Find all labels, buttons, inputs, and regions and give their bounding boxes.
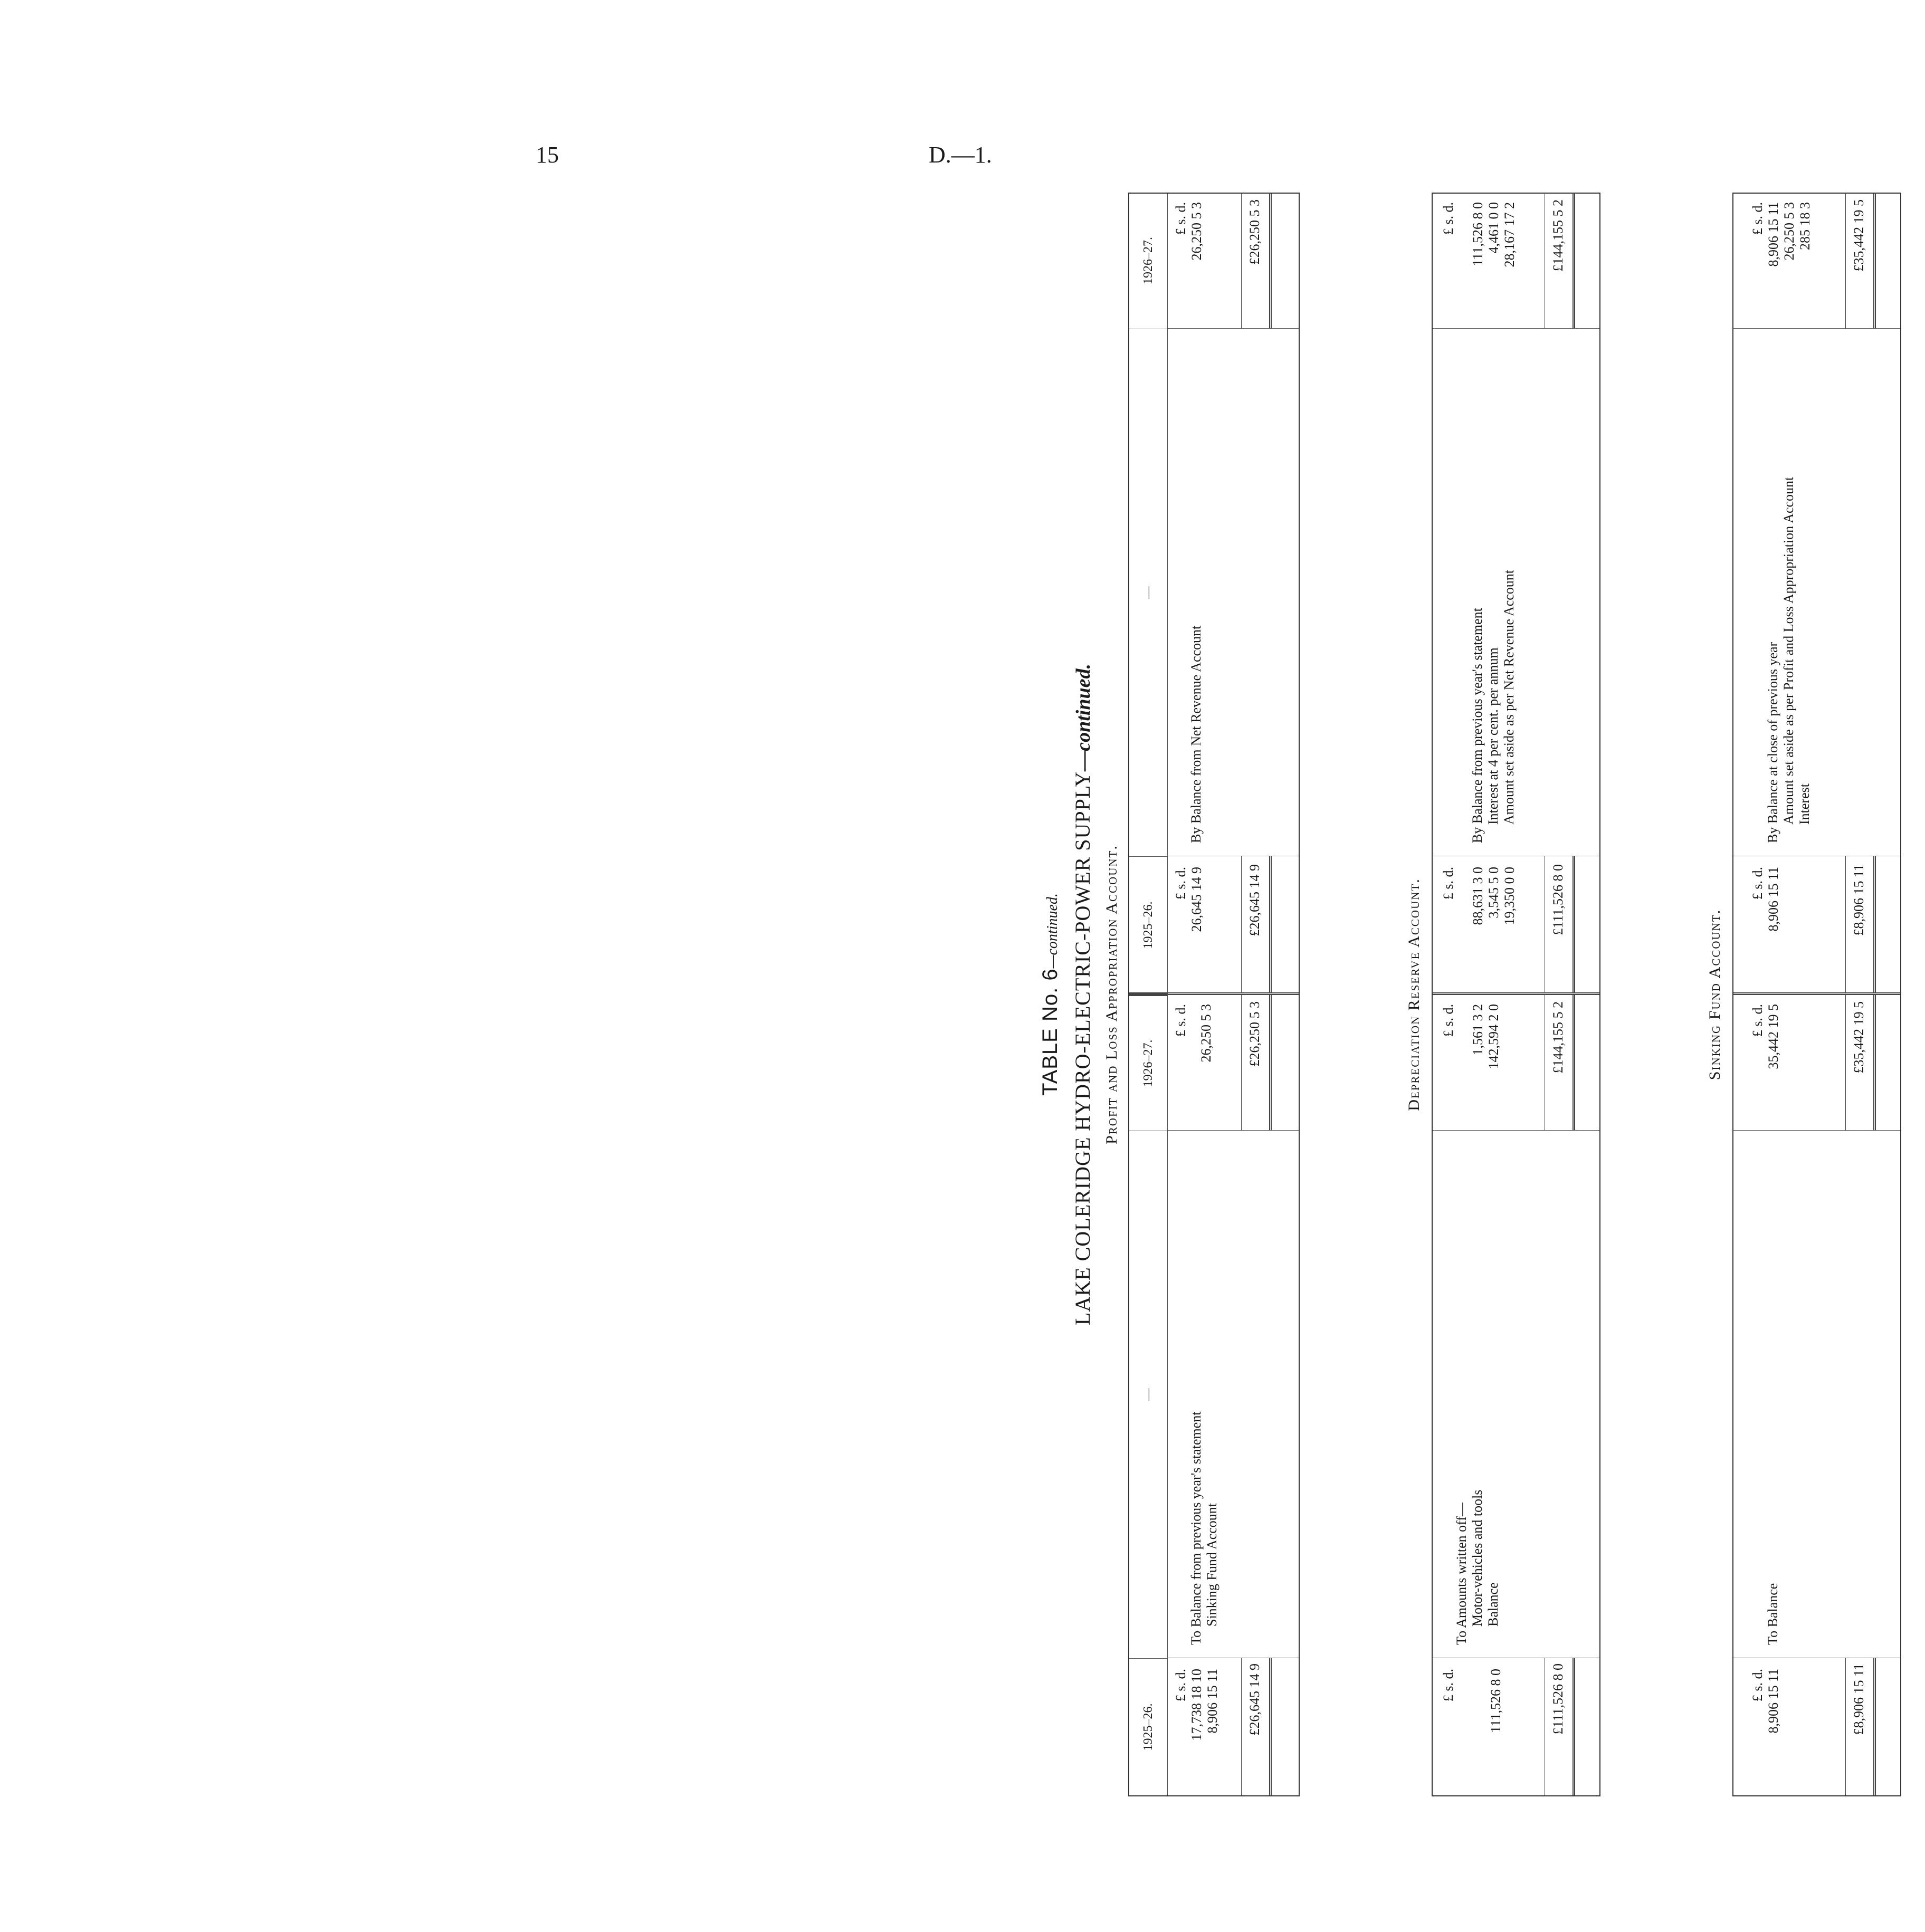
lsd-header: £ s. d.: [1173, 202, 1188, 235]
lsd-header: £ s. d.: [1750, 202, 1765, 235]
pl-debit-y2-line1: 26,250 5 3: [1198, 1004, 1214, 1063]
pl-debit-y1-line2: 8,906 15 11: [1205, 1669, 1220, 1734]
lsd-header: £ s. d.: [1441, 202, 1456, 235]
lsd-header: £ s. d.: [1173, 1669, 1188, 1702]
dep-credit-total-y1: £111,526 8 0: [1550, 864, 1566, 935]
dep-debit-line1: To Amounts written off—: [1454, 1503, 1469, 1645]
lsd-header: £ s. d.: [1173, 1004, 1188, 1037]
sf-credit-line2: Amount set aside as per Profit and Loss Appropriation Account: [1781, 476, 1796, 825]
dep-debit-total-y2: £144,155 5 2: [1550, 1001, 1566, 1074]
pl-debit-y1-line1: 17,738 18 10: [1189, 1669, 1204, 1741]
header-year-1926-27: 1926–27.: [1141, 237, 1155, 284]
dep-debit-line3: Balance: [1485, 1582, 1501, 1627]
table-label: TABLE No. 6: [1038, 968, 1062, 1096]
supply-heading: [1070, 193, 1095, 1796]
lsd-header: £ s. d.: [1441, 1669, 1456, 1702]
pl-credit-total-y2: £26,250 5 3: [1247, 199, 1262, 265]
sf-debit-y1-line1: 8,906 15 11: [1766, 1669, 1781, 1734]
header-year-1925-26: 1925–26.: [1129, 856, 1167, 993]
header-dash: —: [1129, 329, 1167, 856]
profit-loss-table: [1128, 193, 1300, 1796]
header-dash: —: [1129, 1131, 1167, 1658]
sf-credit-y2-line3: 285 18 3: [1797, 202, 1813, 250]
sf-credit-y2-line1: 8,906 15 11: [1766, 202, 1781, 267]
pl-debit-line1: To Balance from previous year's statement: [1188, 1411, 1204, 1645]
dep-credit-y1-line3: 19,350 0 0: [1502, 867, 1517, 925]
pl-debit-line2: Sinking Fund Account: [1204, 1503, 1219, 1627]
dep-credit-y2-line3: 28,167 17 2: [1502, 202, 1517, 267]
dep-credit-y1-line2: 3,545 5 0: [1486, 867, 1501, 919]
dep-credit-y2-line2: 4,461 0 0: [1486, 202, 1501, 254]
sf-credit-line1: By Balance at close of previous year: [1765, 642, 1780, 843]
depreciation-table: [1432, 193, 1600, 1796]
table-continued: —continued.: [1044, 893, 1061, 969]
profit-loss-title: Profit and Loss Appropriation Account.: [1103, 845, 1120, 1144]
sinking-fund-table: [1732, 193, 1901, 1796]
supply-title: LAKE COLERIDGE HYDRO-ELECTRIC-POWER SUPPLY: [1071, 771, 1094, 1325]
lsd-header: £ s. d.: [1173, 867, 1188, 900]
pl-credit-line1: By Balance from Net Revenue Account: [1188, 625, 1204, 843]
sf-credit-y2-line2: 26,250 5 3: [1781, 202, 1797, 261]
series-reference: D.—1.: [929, 142, 992, 168]
sf-credit-total-y2: £35,442 19 5: [1851, 199, 1866, 272]
sf-debit-line1: To Balance: [1765, 1583, 1780, 1645]
sinking-fund-title: Sinking Fund Account.: [1706, 908, 1723, 1080]
dep-credit-line1: By Balance from previous year's statement: [1470, 608, 1485, 843]
dep-debit-total-y1: £111,526 8 0: [1550, 1663, 1566, 1735]
lsd-header: £ s. d.: [1750, 1004, 1765, 1037]
dep-credit-total-y2: £144,155 5 2: [1550, 199, 1566, 272]
sf-credit-y1-line1: 8,906 15 11: [1766, 867, 1781, 932]
dep-debit-line2: Motor-vehicles and tools: [1470, 1489, 1485, 1627]
sf-debit-total-y2: £35,442 19 5: [1851, 1001, 1866, 1074]
lsd-header: £ s. d.: [1441, 1004, 1456, 1037]
pl-debit-total-y2: £26,250 5 3: [1247, 1001, 1262, 1067]
dep-debit-y2-line3: 142,594 2 0: [1486, 1004, 1501, 1069]
dep-credit-y1-line1: 88,631 3 0: [1470, 867, 1485, 925]
pl-credit-y1-line1: 26,645 14 9: [1189, 867, 1204, 932]
pl-credit-total-y1: £26,645 14 9: [1247, 864, 1262, 936]
rotated-table-sheet: [1038, 193, 1925, 1796]
header-year-1926-27: 1926–27.: [1129, 993, 1167, 1131]
supply-continued: —continued.: [1072, 664, 1094, 771]
dep-credit-line3: Amount set aside as per Net Revenue Account: [1501, 569, 1517, 825]
dep-debit-y2-line2: 1,561 3 2: [1470, 1004, 1485, 1056]
dep-debit-y1-line3: 111,526 8 0: [1488, 1669, 1503, 1733]
dep-credit-line2: Interest at 4 per cent. per annum: [1485, 647, 1501, 825]
header-year-1925-26: 1925–26.: [1129, 1658, 1167, 1795]
lsd-header: £ s. d.: [1441, 867, 1456, 900]
sf-debit-total-y1: £8,906 15 11: [1851, 1663, 1866, 1735]
sf-credit-total-y1: £8,906 15 11: [1851, 864, 1866, 936]
sf-credit-line3: Interest: [1797, 783, 1812, 825]
sf-debit-y2-line1: 35,442 19 5: [1766, 1004, 1781, 1069]
dep-credit-y2-line1: 111,526 8 0: [1470, 202, 1485, 266]
table-number-heading: [1038, 193, 1062, 1796]
depreciation-title: Depreciation Reserve Account.: [1405, 878, 1423, 1111]
lsd-header: £ s. d.: [1750, 867, 1765, 900]
pl-debit-total-y1: £26,645 14 9: [1247, 1663, 1262, 1736]
page-number: 15: [536, 142, 559, 168]
lsd-header: £ s. d.: [1750, 1669, 1765, 1702]
pl-credit-y2-line1: 26,250 5 3: [1189, 202, 1204, 261]
